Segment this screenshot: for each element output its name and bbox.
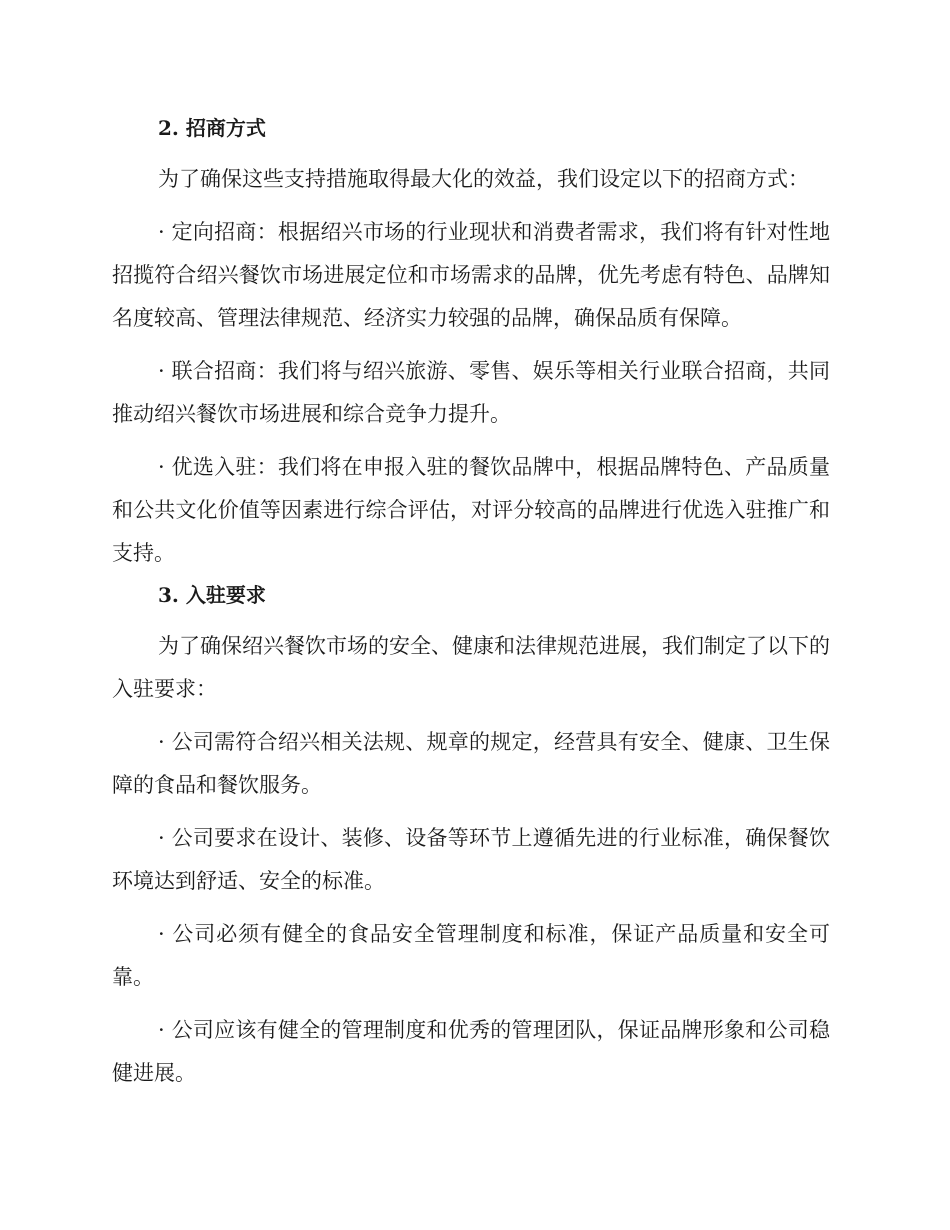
section-heading: 3. 入驻要求 xyxy=(158,583,266,607)
section-investment-methods xyxy=(112,108,830,575)
bullet-paragraph: · 联合招商：我们将与绍兴旅游、零售、娱乐等相关行业联合招商，共同推动绍兴餐饮市场进展和综合竞争力提升。 xyxy=(112,359,830,426)
section-entry-requirements xyxy=(112,575,830,1095)
bullet-paragraph: · 公司必须有健全的食品安全管理制度和标准，保证产品质量和安全可靠。 xyxy=(112,922,830,989)
bullet-paragraph: · 定向招商：根据绍兴市场的行业现状和消费者需求，我们将有针对性地招揽符合绍兴餐饮市场进展定位和市场需求的品牌，优先考虑有特色、品牌知名度较高、管理法律规范、经济实力较强的品牌，确保品质有保障。 xyxy=(112,220,830,330)
bullet-paragraph: · 公司要求在设计、装修、设备等环节上遵循先进的行业标准，确保餐饮环境达到舒适、安全的标准。 xyxy=(112,826,830,893)
section-heading: 2. 招商方式 xyxy=(158,116,266,140)
bullet-paragraph: · 优选入驻：我们将在申报入驻的餐饮品牌中，根据品牌特色、产品质量和公共文化价值等因素进行综合评估，对评分较高的品牌进行优选入驻推广和支持。 xyxy=(112,455,830,565)
bullet-paragraph: · 公司应该有健全的管理制度和优秀的管理团队，保证品牌形象和公司稳健进展。 xyxy=(112,1018,830,1085)
paragraph: 为了确保这些支持措施取得最大化的效益，我们设定以下的招商方式： xyxy=(158,167,809,191)
document-page xyxy=(112,108,830,1095)
paragraph: 为了确保绍兴餐饮市场的安全、健康和法律规范进展，我们制定了以下的入驻要求： xyxy=(112,634,830,701)
bullet-paragraph: · 公司需符合绍兴相关法规、规章的规定，经营具有安全、健康、卫生保障的食品和餐饮服务。 xyxy=(112,730,830,797)
